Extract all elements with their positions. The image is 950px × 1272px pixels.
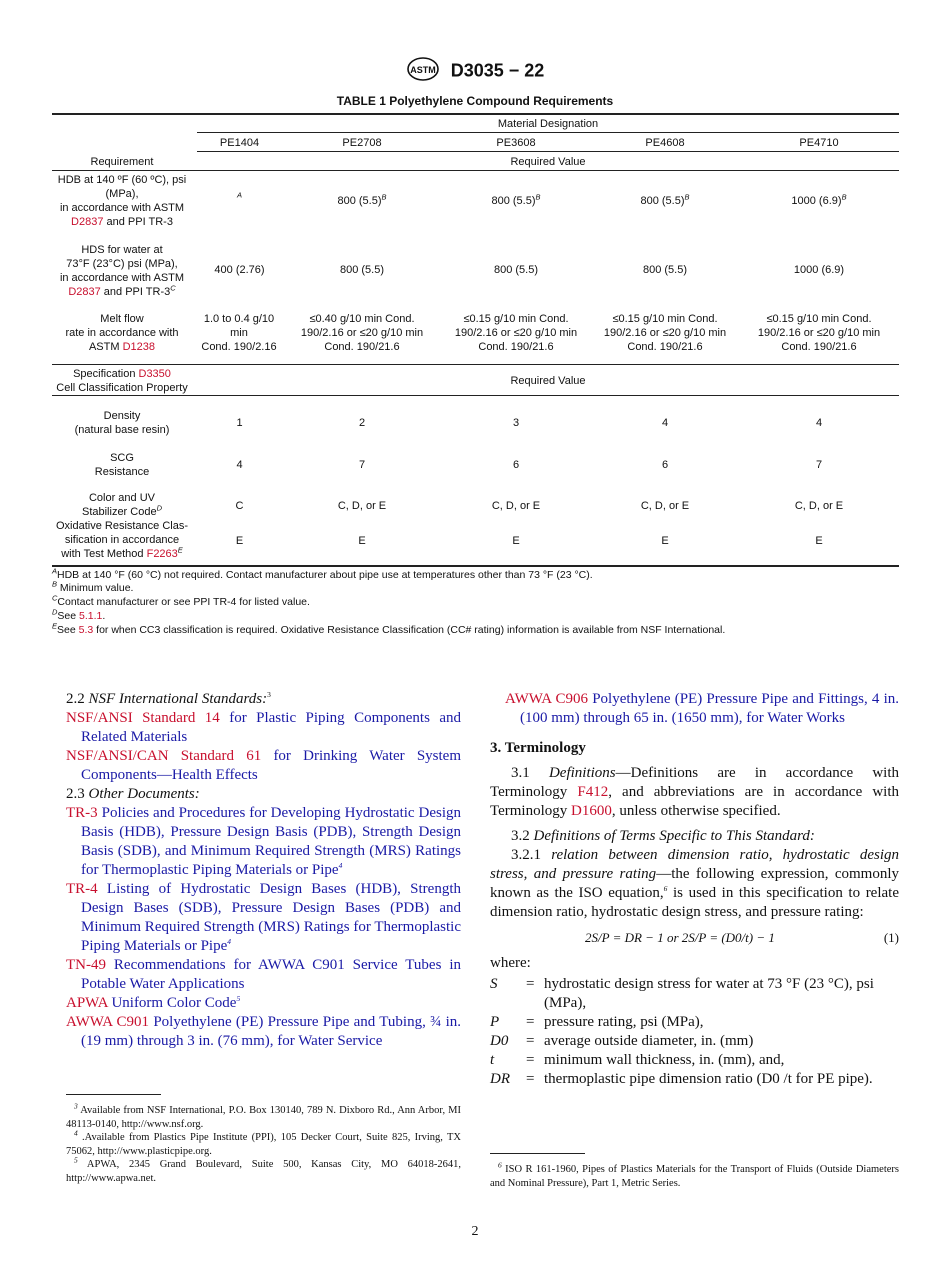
color-pe1404: C (235, 500, 244, 512)
hdb-pe4608-value: 800 $(5.5)^B$ (640, 192, 690, 207)
hds-pe4608-value: 800 (5.5) (642, 264, 688, 276)
section-2-3-heading: 2.3 Other Documents: (66, 786, 200, 802)
hds-pe4710-value: 1000 (6.9) (793, 264, 845, 276)
where-label: where: (490, 955, 531, 971)
page-number: 2 (471, 1224, 479, 1239)
oxidative-pe1404: E (235, 535, 244, 547)
density-pe4710: 4 (815, 417, 823, 429)
table-title: TABLE 1 Polyethylene Compound Requirements (336, 94, 614, 108)
d2837-link[interactable]: D2837 (71, 216, 104, 228)
tr-4-link[interactable]: TR-4 (66, 881, 98, 897)
table-footnote-d: $^D$See 5.1.1. (52, 607, 106, 622)
d3350-link[interactable]: D3350 (138, 368, 171, 380)
left-footnote-rule (66, 1094, 161, 1095)
melt-flow-pe4608-value: ≤0.15 g/10 min Cond. 190/2.16 or ≤20 g/10 min Cond. 190/21.6 (603, 313, 727, 353)
hds-pe1404-value: 400 (2.76) (214, 264, 265, 276)
oxidative-pe4710: E (815, 535, 823, 547)
density-label: Density (natural base resin) (74, 410, 170, 436)
ref-awwa-c906: AWWA C906 Polyethylene (PE) Pressure Pipe and Fittings, 4 in. (100 mm) through 65 in. (1650 mm), for Water Works (505, 691, 900, 726)
table-footnote-a: $^A$HDB at 140 °F (60 °C) not required. Contact manufacturer about pipe use at temperatures other than 73 °F (23 °C). (52, 566, 593, 581)
section-2-2-heading: 2.2 NSF International Standards:$^3$ (66, 690, 271, 707)
density-pe4608: 4 (661, 417, 669, 429)
page-header (0, 56, 950, 87)
scg-pe1404: 4 (236, 459, 243, 471)
d2837-link-2[interactable]: D2837 (68, 286, 101, 298)
oxidative-pe2708: E (358, 535, 366, 547)
requirement-header: Requirement (90, 156, 154, 168)
left-footnotes (66, 1101, 461, 1185)
tn-49-link[interactable]: TN-49 (66, 957, 106, 973)
hdb-pe4710-value: 1000 $(6.9)^B$ (791, 192, 847, 207)
ref-tn-49: TN-49 Recommendations for AWWA C901 Service Tubes in Potable Water Applications (66, 957, 462, 992)
designation-pe4710: PE4710 (799, 137, 839, 149)
table-footnote-c: $^C$Contact manufacturer or see PPI TR-4 for listed value. (52, 593, 310, 608)
designation-pe2708: PE2708 (342, 137, 382, 149)
color-pe4710: C, D, or E (794, 500, 844, 512)
oxidative-pe4608: E (661, 535, 669, 547)
nsf-14-link[interactable]: NSF/ANSI Standard 14 (66, 710, 220, 726)
ref-nsf-14: NSF/ANSI Standard 14 for Plastic Piping Components and Related Materials (66, 710, 461, 745)
required-value-header-2: Required Value (510, 375, 586, 387)
footnote-3: $^3$ Available from NSF International, P.O. Box 130140, 789 N. Dixboro Rd., Ann Arbor, MI 48113-0140, http://www.nsf.org. (66, 1101, 461, 1130)
term-t: t = minimum wall thickness, in. (mm), and, (490, 1052, 785, 1068)
term-dr: DR = thermoplastic pipe dimension ratio (D0 /t for PE pipe). (490, 1071, 873, 1087)
right-footnote-rule (490, 1153, 585, 1154)
tr-3-link[interactable]: TR-3 (66, 805, 98, 821)
f2263-link[interactable]: F2263 (146, 548, 178, 560)
nsf-61-link[interactable]: NSF/ANSI/CAN Standard 61 (66, 748, 262, 764)
left-column (66, 690, 461, 1051)
right-column (490, 690, 899, 1089)
required-value-header: Required Value (510, 156, 586, 168)
ref-nsf-61: NSF/ANSI/CAN Standard 61 for Drinking Water System Components—Health Effects (66, 748, 461, 783)
scg-pe2708: 7 (358, 459, 366, 471)
density-pe2708: 2 (358, 417, 366, 429)
awwa-c901-link[interactable]: AWWA C901 (66, 1014, 150, 1030)
d1600-link[interactable]: D1600 (571, 803, 612, 819)
spec-cell-class-label: Specification D3350 Cell Classification Property (56, 368, 188, 394)
scg-pe3608: 6 (512, 459, 520, 471)
ref-awwa-c901: AWWA C901 Polyethylene (PE) Pressure Pipe and Tubing, ¾ in. (19 mm) through 3 in. (76 mm), for Water Service (66, 1014, 462, 1049)
astm-logo-icon (406, 56, 440, 87)
section-3-heading: 3. Terminology (490, 740, 586, 756)
equation-text: 2S/P = DR − 1 or 2S/P = (D0/t) − 1 (585, 930, 775, 945)
hdb-requirement-label: HDB at 140 ºF (60 ºC), psi (MPa), in accordance with ASTM D2837 and PPI TR-3 (57, 174, 187, 228)
awwa-c906-link[interactable]: AWWA C906 (505, 691, 588, 707)
designation-pe4608: PE4608 (645, 137, 685, 149)
color-pe4608: C, D, or E (640, 500, 690, 512)
apwa-link[interactable]: APWA (66, 995, 108, 1011)
hdb-pe2708-value: 800 $(5.5)^B$ (337, 192, 387, 207)
footnote-6: $^6$ ISO R 161-1960, Pipes of Plastics Materials for the Transport of Fluids (Outside Diameters and Nominal Pressure), Part 1, Metric Series. (490, 1160, 899, 1189)
footnote-4: $^4$ .Available from Plastics Pipe Institute (PPI), 105 Decker Court, Suite 825, Irving, TX 75062, http://www.plasticpipe.org. (66, 1128, 461, 1157)
hdb-pe1404-value: A (236, 190, 242, 200)
table-footnote-b: $^B$ Minimum value. (52, 579, 134, 594)
svg-text:ASTM: ASTM (409, 65, 436, 75)
hds-requirement-label: HDS for water at 73°F (23°C) psi (MPa), in accordance with ASTM D2837 and PPI $TR-3^C$ (59, 244, 185, 298)
section-5-3-link[interactable]: 5.3 (78, 624, 94, 636)
material-designation-header: Material Designation (497, 118, 599, 130)
iso-equation (490, 922, 899, 952)
d1238-link[interactable]: D1238 (122, 341, 156, 353)
designation-pe1404: PE1404 (219, 137, 260, 149)
section-3-2-1: 3.2.1 relation between dimension ratio, hydrostatic design stress, and pressure rating—the following expression, commonly known as the ISO equation,$^6$ is used in this specification to relate dimension ratio, hydrostatic design stress, and pressure rating: (490, 847, 899, 920)
scg-label: SCG Resistance (94, 452, 150, 478)
footnote-5: $^5$ APWA, 2345 Grand Boulevard, Suite 500, Kansas City, MO 64018-2641, http://www.apwa.net. (66, 1155, 461, 1184)
melt-flow-requirement-label: Melt flow rate in accordance with ASTM D1238 (65, 313, 179, 353)
term-p: P = pressure rating, psi (MPa), (490, 1014, 704, 1030)
ref-tr-3: TR-3 Policies and Procedures for Developing Hydrostatic Design Basis (HDB), Pressure Design Basis (PDB), Strength Design Basis (SDB), and Minimum Required Strength (MRS) Ratings for Thermoplastic Piping Materials or Pipe$^4$ (66, 805, 462, 878)
melt-flow-pe4710-value: ≤0.15 g/10 min Cond. 190/2.16 or ≤20 g/10 min Cond. 190/21.6 (757, 313, 881, 353)
term-d0: D0 = average outside diameter, in. (mm) (490, 1033, 754, 1049)
designation-pe3608: PE3608 (496, 137, 536, 149)
section-5-1-1-link[interactable]: 5.1.1 (79, 610, 103, 622)
ref-tr-4: TR-4 Listing of Hydrostatic Design Bases (HDB), Strength Design Bases (SDB), Pressure Design Bases (PDB) and Minimum Required Strength (MRS) Ratings for Thermoplastic Piping Materials or Pipe$^4$ (66, 881, 461, 954)
hds-pe3608-value: 800 (5.5) (493, 264, 539, 276)
right-footnotes (490, 1160, 899, 1190)
oxidative-label: Oxidative Resistance Clas- sification in accordance with Test Method $F2263^E$ (55, 520, 189, 560)
melt-flow-pe3608-value: ≤0.15 g/10 min Cond. 190/2.16 or ≤20 g/10 min Cond. 190/21.6 (454, 313, 578, 353)
section-3-2: 3.2 Definitions of Terms Specific to This Standard: (511, 828, 815, 844)
density-pe3608: 3 (512, 417, 520, 429)
scg-pe4608: 6 (661, 459, 669, 471)
scg-pe4710: 7 (815, 459, 823, 471)
color-uv-label: Color and UV Stabilizer Code$^D$ (81, 492, 162, 518)
color-pe2708: C, D, or E (337, 500, 387, 512)
hdb-pe3608-value: 800 $(5.5)^B$ (491, 192, 541, 207)
melt-flow-pe1404-value: 1.0 to 0.4 g/10 min Cond. 190/2.16 (201, 313, 277, 353)
equation-number: (1) (883, 930, 899, 945)
color-pe3608: C, D, or E (491, 500, 541, 512)
hds-pe2708-value: 800 (5.5) (339, 264, 385, 276)
ref-apwa: APWA Uniform Color Code$^5$ (66, 994, 241, 1011)
table-footnote-e: $^E$See 5.3 for when CC3 classification is required. Oxidative Resistance Classification (CC# rating) information is available from NSF International. (52, 621, 726, 636)
oxidative-pe3608: E (512, 535, 520, 547)
term-s: S = hydrostatic design stress for water at 73 °F (23 °C), psi (MPa), (490, 976, 874, 1011)
standard-designation: D3035 − 22 (450, 60, 545, 81)
melt-flow-pe2708-value: ≤0.40 g/10 min Cond. 190/2.16 or ≤20 g/10 min Cond. 190/21.6 (300, 313, 424, 353)
section-3-1: 3.1 Definitions—Definitions are in accordance with Terminology F412, and abbreviations are in accordance with Terminology D1600, unless otherwise specified. (490, 765, 899, 819)
density-pe1404: 1 (236, 417, 243, 429)
term-list (490, 975, 899, 1089)
f412-link[interactable]: F412 (577, 784, 609, 800)
